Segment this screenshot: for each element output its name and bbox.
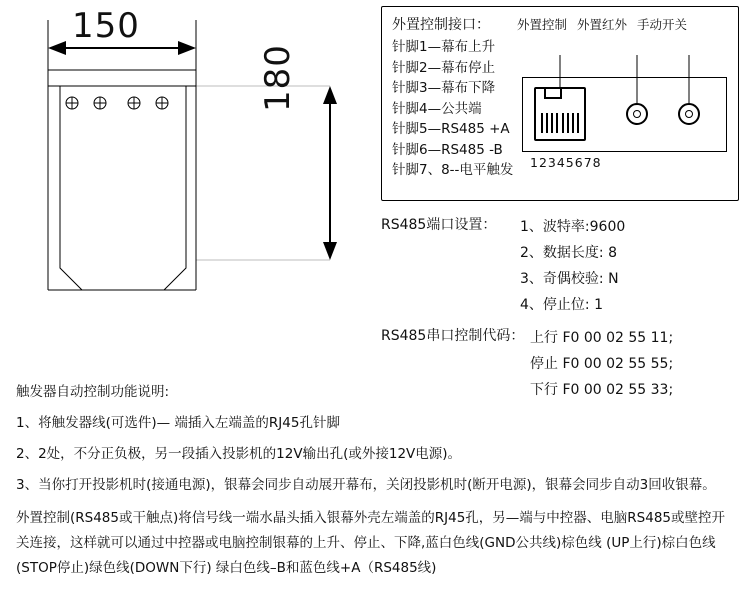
connector-label-external-control: 外置控制	[517, 17, 568, 32]
external-control-port-box	[381, 6, 739, 201]
pin-item: 针脚1—幕布上升	[392, 39, 496, 55]
trigger-notes-section	[16, 380, 736, 587]
height-dimension-label: 180	[258, 44, 298, 112]
rj45-jack-icon	[534, 87, 586, 141]
rs485-code-item-up: 上行 F0 00 02 55 11;	[530, 330, 674, 346]
rs485-code-item-stop: 停止 F0 00 02 55 55;	[530, 356, 674, 372]
rs485-setting-item: 4、停止位: 1	[520, 297, 603, 313]
notes-heading: 触发器自动控制功能说明:	[16, 384, 170, 400]
manual-switch-jack-icon	[678, 103, 700, 125]
connector-callout-labels	[517, 15, 693, 33]
pin-number-row: 12345678	[530, 155, 602, 170]
rj45-pins	[541, 113, 579, 133]
screen-dimension-drawing	[0, 0, 370, 300]
pin-definition-list	[392, 37, 513, 181]
connector-label-manual-switch: 手动开关	[637, 17, 688, 32]
notes-line: 1、将触发器线(可选件)— 端插入左端盖的RJ45孔针脚	[16, 415, 340, 431]
pin-item: 针脚2—幕布停止	[392, 59, 496, 76]
rs485-code-item-down: 下行 F0 00 02 55 33;	[530, 382, 674, 398]
pin-item: 针脚3—幕布下降	[392, 80, 496, 96]
connector-diagram	[522, 55, 727, 175]
width-dimension-label: 150	[72, 6, 140, 46]
port-box-title: 外置控制接口：	[392, 17, 490, 33]
pin-item: 针脚4—公共端	[392, 100, 482, 117]
connector-label-external-ir: 外置红外	[577, 17, 628, 32]
pin-item: 针脚7、8--电平触发	[392, 162, 514, 178]
pin-item: 针脚6—RS485 -B	[392, 141, 503, 158]
notes-line: 2、2处，不分正负极，另一段插入投影机的12V输出孔(或外接12V电源)。	[16, 446, 462, 462]
notes-line: 3、当你打开投影机时(接通电源)，银幕会同步自动展开幕布，关闭投影机时(断开电源)，银幕会同步自动3回收银幕。	[16, 477, 716, 493]
ir-jack-icon	[626, 103, 648, 125]
pin-item: 针脚5—RS485 +A	[392, 121, 510, 137]
notes-paragraph: 外置控制(RS485或干触点)将信号线一端水晶头插入银幕外壳左端盖的RJ45孔，另—端与中控器、电脑RS485或壁控开关连接，这样就可以通过中控器或电脑控制银幕的上升、停止、下降,蓝白色线(GND公共线)棕色线 (UP上行)棕白色线(STOP停止)绿色线(DOWN下行) 绿白色线–B和蓝色线+A（RS485线)	[16, 510, 726, 576]
rs485-setting-item: 3、奇偶校验: N	[520, 271, 619, 287]
drawing-svg	[0, 0, 370, 300]
rs485-control-code-label: RS485串口控制代码：	[381, 328, 525, 344]
rs485-settings-label: RS485端口设置：	[381, 217, 497, 233]
rs485-settings-list	[520, 214, 625, 318]
rs485-setting-item: 1、波特率:9600	[520, 219, 626, 235]
rs485-setting-item: 2、数据长度: 8	[520, 245, 617, 261]
